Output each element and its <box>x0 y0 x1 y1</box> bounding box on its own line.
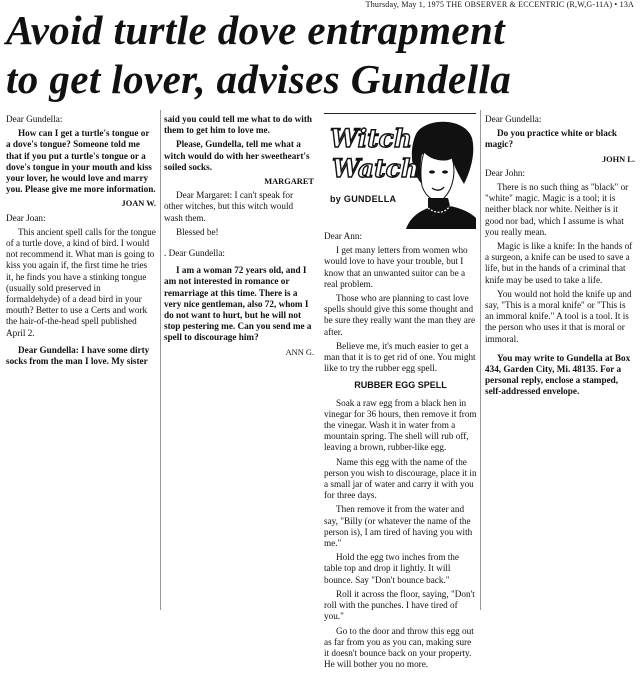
reader-letter: Please, Gundella, tell me what a witch would do with her sweetheart's soiled socks. <box>164 139 310 172</box>
reader-letter: said you could tell me what to do with them to get him to love me. <box>164 114 313 136</box>
reader-letter: How can I get a turtle's tongue or a dove's tongue? Someone told me that if you put a turtle's tongue or a dove's tongue in your mouth and kiss your lover, he would love and marry you. Please give me more information. <box>6 128 156 195</box>
headline <box>6 6 636 104</box>
letter-signature: MARGARET <box>264 177 314 187</box>
reply-paragraph: Dear Margaret: I can't speak for other witches, but this witch would wash them. <box>164 190 294 223</box>
logo-word-witch: Witch <box>330 124 413 153</box>
letter-signature: JOAN W. <box>121 199 156 209</box>
salutation: Dear Ann: <box>324 231 363 241</box>
letter-signature: JOHN L. <box>601 154 635 164</box>
spell-step: Then remove it from the water and say, "Billy (or whatever the name of the person is), I am tired of having you with me." <box>324 504 473 549</box>
column-2 <box>164 114 314 361</box>
reply-paragraph: Believe me, it's much easier to get a man that it is to get rid of one. You might like to try the rubber egg spell. <box>324 340 476 374</box>
logo-byline: by GUNDELLA <box>330 194 397 204</box>
witch-watch-logo <box>324 113 476 229</box>
reader-letter: Dear Gundella: I have some dirty socks from the man I love. My sister <box>6 344 150 367</box>
column-1 <box>6 114 156 370</box>
column-rule <box>480 110 481 610</box>
spell-step: Go to the door and throw this egg out as far from you as you can, making sure it doesn't bounce back on your property. He will bother you no more. <box>324 625 474 670</box>
spell-step: Roll it across the floor, saying, "Don't roll with the punches. I have tired of you." <box>324 588 475 622</box>
reply-paragraph: I get many letters from women who would love to have your trouble, but I know that an unwanted suitor can be a real problem. <box>324 245 468 289</box>
headline-line-1: Avoid turtle dove entrapment <box>6 7 505 53</box>
column-4 <box>485 114 635 401</box>
reply-paragraph: Those who are planning to cast love spells should give this some thought and be sure they really want the man they are after. <box>324 293 476 337</box>
reply-paragraph: Magic is like a knife: In the hands of a surgeon, a knife can be used to save a life, but in the hands of a criminal that knife may be used to take a life. <box>485 241 633 285</box>
salutation: Dear John: <box>485 167 526 178</box>
reader-letter: I am a woman 72 years old, and I am not interested in romance or remarriage at this time. There is a very nice gentleman, also 72, whom I do not want to hurt, but he will not stop pestering me. Can you send me a spell to discourage him? <box>164 265 312 343</box>
reply-paragraph: Blessed be! <box>176 226 219 237</box>
salutation: . Dear Gundella: <box>164 248 225 259</box>
spell-step: Soak a raw egg from a black hen in vinegar for 36 hours, then remove it from the vinegar. Wash it in water from a mountain spring. The shell will rub off, leaving a brown, rubber-like egg. <box>324 397 477 453</box>
spell-step: Hold the egg two inches from the table top and drop it lightly. It will bounce. Say "Don't bounce back." <box>324 552 459 585</box>
salutation: Dear Joan: <box>6 212 46 223</box>
logo-word-watch: Watch <box>332 154 420 183</box>
column-rule <box>160 110 161 610</box>
spell-step: Name this egg with the name of the person you wish to discourage, place it in a small jar of water and carry it with you for three days. <box>324 456 477 501</box>
reply-paragraph: This ancient spell calls for the tongue of a turtle dove, a kind of bird. I would not recommend it. What man is going to kiss you again if, the first time he tries it, he finds you have a stinking tongue (usually sold preserved in formaldehyde) of a dead bird in your mouth? Better to use a Certs and work the hair-of-the-head spell published April 2. <box>6 226 156 338</box>
reply-paragraph: There is no such thing as "black" or "white" magic. Magic is a tool; it is neither black nor white. Neither is it good nor bad, which I assume is what you really mean. <box>485 182 629 237</box>
reply-paragraph: You would not hold the knife up and say, "This is a moral knife" or "This is an immoral knife." A tool is a tool. It is the person who uses it that is moral or immoral. <box>485 288 632 344</box>
reader-letter: Do you practice white or black magic? <box>485 128 618 150</box>
subhead-rubber-egg-spell: RUBBER EGG SPELL <box>354 380 447 391</box>
column-3 <box>324 231 477 673</box>
letter-signature: ANN G. <box>285 347 314 357</box>
contact-note: You may write to Gundella at Box 434, Garden City, Mi. 48135. For a personal reply, enclose a stamped, self-addressed envelope. <box>485 352 631 397</box>
salutation: Dear Gundella: <box>485 114 542 124</box>
headline-line-2: to get lover, advises Gundella <box>6 56 512 102</box>
salutation: Dear Gundella: <box>6 114 63 124</box>
masthead: Thursday, May 1, 1975 THE OBSERVER & ECCENTRIC (R,W,G-11A) • 13A <box>365 0 634 9</box>
